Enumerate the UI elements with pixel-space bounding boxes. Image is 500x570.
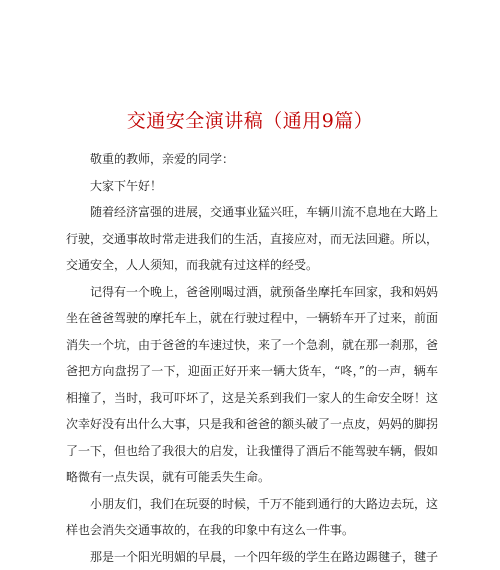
paragraph-intro bbox=[66, 199, 438, 279]
text-line: 行驶，交通事故时常走进我们的生活，直接应对，而无法回避。所以， bbox=[66, 226, 438, 253]
text-line: 坐在爸爸驾驶的摩托车上，就在行驶过程中，一辆轿车开了过来，前面 bbox=[66, 305, 438, 332]
text-line: 大家下午好！ bbox=[66, 173, 438, 200]
text-line: 次幸好没有出什么大事，只是我和爸爸的额头破了一点皮，妈妈的脚拐 bbox=[66, 411, 438, 438]
paragraph-story bbox=[66, 279, 438, 491]
text-line: 记得有一个晚上，爸爸刚喝过酒，就预备坐摩托车回家，我和妈妈 bbox=[66, 279, 438, 306]
paragraph-anecdote bbox=[66, 544, 438, 570]
paragraph-salutation bbox=[66, 146, 438, 173]
text-line: 样也会消失交通事故的，在我的印象中有这么一件事。 bbox=[66, 517, 438, 544]
text-line: 那是一个阳光明媚的早晨，一个四年级的学生在路边踢毽子，毽子 bbox=[66, 544, 438, 570]
document-body bbox=[66, 146, 438, 570]
text-line: 消失一个坑，由于爸爸的车速过快，来了一个急刹，就在那一刹那，爸 bbox=[66, 332, 438, 359]
text-line: 交通安全，人人须知，而我就有过这样的经受。 bbox=[66, 252, 438, 279]
paragraph-greeting bbox=[66, 173, 438, 200]
text-line: 小朋友们，我们在玩耍的时候，千万不能到通行的大路边去玩，这 bbox=[66, 491, 438, 518]
document-title: 交通安全演讲稿（通用9篇） bbox=[0, 106, 500, 133]
text-line: 略微有一点失误，就有可能丢失生命。 bbox=[66, 464, 438, 491]
text-line: 敬重的教师，亲爱的同学： bbox=[66, 146, 438, 173]
text-line: 相撞了，当时，我可吓坏了，这是关系到我们一家人的生命安全呀！这 bbox=[66, 385, 438, 412]
text-line: 随着经济富强的进展，交通事业猛兴旺，车辆川流不息地在大路上 bbox=[66, 199, 438, 226]
text-line: 了一下，但也给了我很大的启发，让我懂得了酒后不能驾驶车辆，假如 bbox=[66, 438, 438, 465]
text-line: 爸把方向盘拐了一下，迎面正好开来一辆大货车，“咚，”的一声，辆车 bbox=[66, 358, 438, 385]
paragraph-advice bbox=[66, 491, 438, 544]
